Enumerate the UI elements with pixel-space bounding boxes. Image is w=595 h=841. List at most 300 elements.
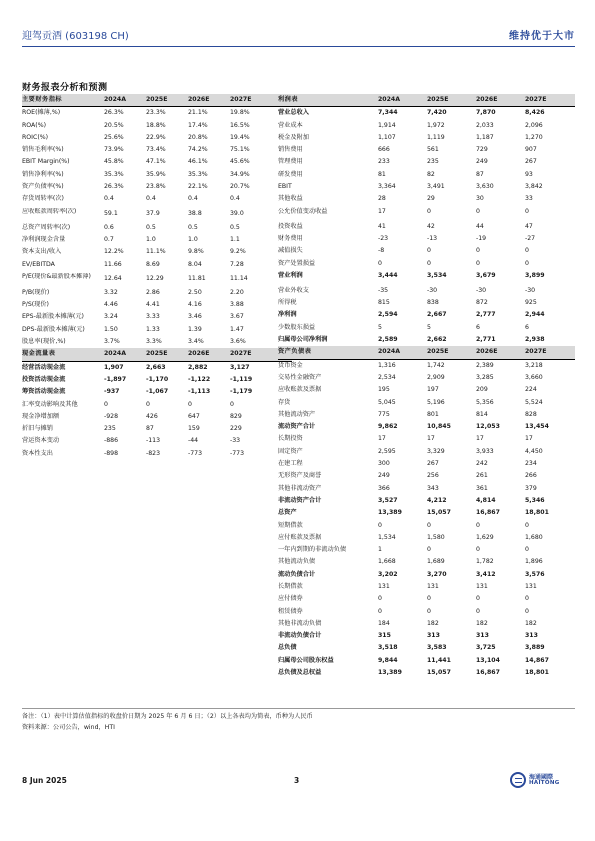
- cell-value: 0: [427, 607, 431, 615]
- cell-value: 0: [427, 207, 431, 215]
- row-label: 应付账款及票据: [278, 533, 322, 541]
- cell-value: 814: [476, 410, 488, 418]
- cell-value: 131: [525, 582, 537, 590]
- cell-value: 13,389: [378, 509, 402, 517]
- cell-value: 300: [378, 460, 390, 468]
- column-header: 2024A: [378, 348, 401, 356]
- cell-value: 666: [378, 146, 390, 154]
- table-row: [22, 181, 292, 193]
- cell-value: 131: [476, 582, 488, 590]
- table-row: [278, 397, 575, 409]
- cell-value: 10,845: [427, 423, 451, 431]
- cell-value: 313: [476, 632, 489, 640]
- table-row: [22, 234, 292, 246]
- table-row: [278, 156, 575, 168]
- table-row: [278, 107, 575, 119]
- cell-value: 3,725: [476, 644, 496, 652]
- row-label: 货币资金: [278, 361, 303, 369]
- table-row: [278, 667, 575, 679]
- cell-value: -23: [378, 234, 389, 242]
- cell-value: 801: [427, 410, 439, 418]
- cell-value: 3,630: [476, 183, 494, 191]
- cell-value: 2,096: [525, 121, 543, 129]
- table-row: [278, 297, 575, 309]
- cell-value: 233: [378, 158, 390, 166]
- table-row: [278, 206, 575, 221]
- cell-value: 93: [525, 170, 533, 178]
- cell-value: 0: [146, 400, 150, 408]
- table-row: [22, 374, 292, 386]
- cell-value: -1,897: [104, 375, 127, 383]
- cell-value: 6: [476, 323, 480, 331]
- cell-value: 1.0: [188, 235, 198, 243]
- cell-value: 3,534: [427, 271, 447, 279]
- cell-value: 29: [427, 195, 435, 203]
- row-label: 销售净利率(%): [22, 170, 64, 178]
- cell-value: 182: [525, 619, 537, 627]
- cell-value: 0: [104, 400, 108, 408]
- table-header-row: [22, 348, 292, 361]
- cell-value: 1,534: [378, 533, 396, 541]
- column-header: 2025E: [146, 350, 168, 358]
- cell-value: 0.4: [146, 195, 156, 203]
- cell-value: 0: [525, 521, 529, 529]
- row-label: EV/EBITDA: [22, 260, 55, 268]
- cell-value: 47: [525, 222, 533, 230]
- table-row: [278, 593, 575, 605]
- table-row: [278, 446, 575, 458]
- cell-value: 1,907: [104, 363, 124, 371]
- column-header: 2026E: [476, 348, 498, 356]
- cell-value: 925: [525, 299, 537, 307]
- cell-value: 1,668: [378, 558, 396, 566]
- cell-value: 22.9%: [146, 133, 166, 141]
- cell-value: 12.29: [146, 274, 164, 282]
- table-row: [22, 448, 292, 460]
- cell-value: 3,933: [476, 447, 494, 455]
- cell-value: -30: [476, 286, 487, 294]
- cell-value: -1,179: [230, 388, 253, 396]
- cell-value: 195: [378, 386, 390, 394]
- cell-value: 4.41: [146, 301, 160, 309]
- cell-value: 0: [427, 259, 431, 267]
- cell-value: 3,364: [378, 183, 396, 191]
- table-row: [278, 132, 575, 144]
- table-row: [278, 181, 575, 193]
- cell-value: 3,329: [427, 447, 445, 455]
- cell-value: 267: [427, 460, 439, 468]
- cell-value: 6: [525, 323, 529, 331]
- cell-value: 5,346: [525, 496, 545, 504]
- cell-value: 2,033: [476, 121, 494, 129]
- cell-value: 229: [230, 425, 242, 433]
- cell-value: 2,534: [378, 373, 396, 381]
- table-row: [278, 544, 575, 556]
- cell-value: 1,742: [427, 361, 445, 369]
- cell-value: 17: [525, 435, 533, 443]
- cell-value: 15,057: [427, 669, 451, 677]
- cell-value: 828: [525, 410, 537, 418]
- cell-value: 0: [525, 546, 529, 554]
- cell-value: 0: [525, 247, 529, 255]
- cell-value: 11.81: [188, 274, 206, 282]
- column-header: 2026E: [188, 350, 210, 358]
- cell-value: 838: [427, 299, 439, 307]
- row-label: 流动负债合计: [278, 570, 316, 578]
- cell-value: 16,867: [476, 509, 500, 517]
- cell-value: 0: [188, 400, 192, 408]
- row-label: EBIT Margin(%): [22, 158, 70, 166]
- row-label: 存货周转率(次): [22, 195, 64, 203]
- row-label: 非流动资产合计: [278, 496, 322, 504]
- rating-label: 维持优于大市: [509, 31, 575, 42]
- table-row: [278, 618, 575, 630]
- cell-value: 0: [525, 207, 529, 215]
- table-row: [278, 421, 575, 433]
- table-section-title: 主要财务指标: [22, 96, 63, 103]
- cell-value: 7.28: [230, 260, 244, 268]
- table-row: [278, 372, 575, 384]
- cell-value: 11.1%: [146, 248, 166, 256]
- row-label: 资本性支出: [22, 449, 53, 457]
- table-row: [22, 362, 292, 374]
- cell-value: 47.1%: [146, 158, 166, 166]
- column-header: 2027E: [525, 96, 547, 103]
- cell-value: 0: [378, 595, 382, 603]
- cell-value: 26.3%: [104, 183, 124, 191]
- cell-value: -928: [104, 412, 119, 420]
- cell-value: 242: [476, 460, 488, 468]
- row-label: 固定资产: [278, 447, 303, 455]
- row-label: 投资活动现金流: [22, 375, 66, 383]
- row-label: 少数股东损益: [278, 323, 316, 331]
- table-row: [278, 221, 575, 233]
- cell-value: 235: [104, 425, 116, 433]
- row-label: 在建工程: [278, 460, 303, 468]
- row-label: ROIC(%): [22, 133, 49, 141]
- cell-value: 2,663: [146, 363, 166, 371]
- cell-value: 182: [476, 619, 488, 627]
- cell-value: 20.8%: [188, 133, 208, 141]
- cell-value: 9,862: [378, 423, 398, 431]
- cell-value: -27: [525, 234, 536, 242]
- cell-value: 184: [378, 619, 390, 627]
- cell-value: 3.6%: [230, 338, 246, 346]
- column-header: 2026E: [476, 96, 498, 103]
- table-row: [278, 233, 575, 245]
- row-label: 应收账款周转率(次): [22, 207, 77, 215]
- row-label: 折旧与摊销: [22, 425, 53, 433]
- row-label: 总负债: [278, 644, 297, 652]
- cell-value: 0: [378, 259, 382, 267]
- cell-value: 131: [378, 582, 390, 590]
- table-row: [278, 360, 575, 372]
- cell-value: 73.4%: [146, 146, 166, 154]
- cell-value: 3.3%: [146, 338, 162, 346]
- table-section-title: 资产负债表: [278, 348, 312, 356]
- table-row: [22, 411, 292, 423]
- cell-value: 5,356: [476, 398, 494, 406]
- cell-value: 775: [378, 410, 390, 418]
- row-label: 经营活动现金流: [22, 363, 66, 371]
- cell-value: 0: [476, 546, 480, 554]
- cell-value: 3,127: [230, 363, 250, 371]
- cell-value: 14,867: [525, 656, 549, 664]
- cell-value: -937: [104, 388, 120, 396]
- logo-text-cn: 海通國際: [529, 774, 554, 781]
- cell-value: 0.4: [188, 195, 198, 203]
- cell-value: 1,107: [378, 133, 396, 141]
- table-row: [22, 206, 292, 222]
- column-header: 2027E: [525, 348, 547, 356]
- column-header: 2026E: [188, 96, 210, 103]
- cell-value: 2,594: [378, 311, 398, 319]
- row-label: 总资产: [278, 509, 297, 517]
- cell-value: 729: [476, 146, 488, 154]
- cell-value: 22.1%: [188, 183, 208, 191]
- cell-value: -1,067: [146, 388, 169, 396]
- row-label: P/B(现价): [22, 288, 50, 296]
- table-row: [278, 120, 575, 132]
- cell-value: 0: [525, 595, 529, 603]
- cell-value: 73.9%: [104, 146, 124, 154]
- table-row: [22, 435, 292, 447]
- cell-value: 35.9%: [146, 170, 166, 178]
- cell-value: 5,524: [525, 398, 543, 406]
- cell-value: 0.4: [104, 195, 114, 203]
- table-row: [278, 507, 575, 519]
- cell-value: 261: [476, 472, 488, 480]
- row-label: 筹资活动现金流: [22, 388, 66, 396]
- cell-value: 17: [427, 435, 435, 443]
- row-label: 归属母公司股东权益: [278, 656, 334, 664]
- table-row: [278, 309, 575, 321]
- cell-value: 3,412: [476, 570, 496, 578]
- cell-value: 2.86: [146, 288, 160, 296]
- table-row: [278, 630, 575, 642]
- cell-value: 8,426: [525, 109, 545, 117]
- cell-value: 12,053: [476, 423, 500, 431]
- cell-value: 0: [230, 400, 234, 408]
- cell-value: 5,196: [427, 398, 445, 406]
- cell-value: 35.3%: [104, 170, 124, 178]
- cell-value: 3.4%: [188, 338, 204, 346]
- cell-value: 13,389: [378, 669, 402, 677]
- cell-value: 0: [525, 259, 529, 267]
- cell-value: 46.1%: [188, 158, 208, 166]
- table-row: [278, 245, 575, 257]
- cell-value: 1,972: [427, 121, 445, 129]
- cell-value: 75.1%: [230, 146, 250, 154]
- table-row: [22, 423, 292, 435]
- table-row: [22, 246, 292, 258]
- row-label: 其他流动资产: [278, 410, 316, 418]
- table-row: [278, 384, 575, 396]
- table-row: [22, 299, 292, 311]
- column-header: 2027E: [230, 96, 252, 103]
- cell-value: 209: [476, 386, 488, 394]
- row-label: 销售毛利率(%): [22, 146, 64, 154]
- cell-value: 1.33: [146, 325, 160, 333]
- cell-value: 2,777: [476, 311, 496, 319]
- cell-value: 266: [525, 472, 537, 480]
- table-row: [22, 169, 292, 181]
- cell-value: 4,814: [476, 496, 496, 504]
- cell-value: 1,896: [525, 558, 543, 566]
- table-row: [22, 144, 292, 156]
- cell-value: 0: [476, 259, 480, 267]
- cell-value: 3,218: [525, 361, 543, 369]
- table-header-row: [278, 94, 575, 107]
- cell-value: 7,420: [427, 109, 447, 117]
- cell-value: 0: [378, 521, 382, 529]
- cell-value: 12.64: [104, 274, 122, 282]
- cell-value: -823: [146, 449, 161, 457]
- cell-value: 2,589: [378, 336, 398, 344]
- cell-value: 74.2%: [188, 146, 208, 154]
- cell-value: 16,867: [476, 669, 500, 677]
- cell-value: 37.9: [146, 209, 160, 217]
- cell-value: -19: [476, 234, 487, 242]
- row-label: 资产负债率(%): [22, 183, 64, 191]
- cell-value: 2,938: [525, 336, 545, 344]
- row-label: 存货: [278, 398, 291, 406]
- table-row: [278, 193, 575, 205]
- cell-value: 2,389: [476, 361, 494, 369]
- cell-value: 17: [476, 435, 484, 443]
- row-label: 租赁债券: [278, 607, 303, 615]
- cell-value: 5: [427, 323, 431, 331]
- row-label: 总负债及总权益: [278, 669, 322, 677]
- row-label: 总资产周转率(次): [22, 223, 71, 231]
- cell-value: 313: [427, 632, 440, 640]
- table-row: [22, 271, 292, 287]
- row-label: 长期借款: [278, 582, 303, 590]
- table-row: [278, 520, 575, 532]
- cell-value: 0.7: [104, 235, 114, 243]
- row-label: 营业外收支: [278, 286, 309, 294]
- cell-value: 131: [427, 582, 439, 590]
- cell-value: 1.47: [230, 325, 244, 333]
- row-label: 长期投资: [278, 435, 303, 443]
- cell-value: 0: [427, 595, 431, 603]
- cell-value: 41: [378, 222, 386, 230]
- right-table-column: [278, 94, 575, 679]
- cell-value: 59.1: [104, 209, 118, 217]
- table-section-title: 现金流量表: [22, 350, 56, 358]
- table-row: [278, 556, 575, 568]
- row-label: 销售费用: [278, 146, 303, 154]
- cell-value: 3,202: [378, 570, 398, 578]
- cell-value: 3,491: [427, 183, 445, 191]
- table-row: [22, 287, 292, 299]
- table-row: [278, 483, 575, 495]
- row-label: 净利润现金含量: [22, 235, 66, 243]
- row-label: 交易性金融资产: [278, 373, 322, 381]
- left-table-column: [22, 94, 292, 460]
- cell-value: -1,170: [146, 375, 169, 383]
- cell-value: 19.4%: [230, 133, 250, 141]
- table-row: [278, 569, 575, 581]
- cell-value: -1,119: [230, 375, 253, 383]
- cell-value: 9.8%: [188, 248, 204, 256]
- column-header: 2024A: [104, 350, 127, 358]
- row-label: EPS-最新股本摊薄(元): [22, 313, 84, 321]
- cell-value: 249: [476, 158, 488, 166]
- cell-value: 9,844: [378, 656, 398, 664]
- cell-value: 249: [378, 472, 390, 480]
- cell-value: 3,889: [525, 644, 545, 652]
- cell-value: -30: [427, 286, 438, 294]
- cell-value: 45.6%: [230, 158, 250, 166]
- cell-value: -898: [104, 449, 119, 457]
- cell-value: 21.1%: [188, 109, 208, 117]
- cell-value: 45.8%: [104, 158, 124, 166]
- cell-value: 2,944: [525, 311, 545, 319]
- cell-value: 0.4: [230, 195, 240, 203]
- cell-value: 829: [230, 412, 242, 420]
- cell-value: 82: [427, 170, 435, 178]
- cell-value: 182: [427, 619, 439, 627]
- cell-value: -44: [188, 437, 199, 445]
- table-row: [278, 470, 575, 482]
- cell-value: 0: [525, 607, 529, 615]
- cell-value: 313: [525, 632, 538, 640]
- row-label: 营业成本: [278, 121, 303, 129]
- table-row: [22, 324, 292, 336]
- cell-value: 15,057: [427, 509, 451, 517]
- cell-value: -30: [525, 286, 536, 294]
- cell-value: 872: [476, 299, 488, 307]
- cell-value: 197: [427, 386, 439, 394]
- table-row: [22, 386, 292, 398]
- table-row: [278, 144, 575, 156]
- cell-value: 19.8%: [230, 109, 250, 117]
- table-row: [278, 258, 575, 270]
- row-label: 其他非流动负债: [278, 619, 322, 627]
- cell-value: 3.24: [104, 313, 118, 321]
- cell-value: 3,899: [525, 271, 545, 279]
- notes-remark: 备注：（1）表中计算估值指标的收盘价日期为 2025 年 6 月 6 日；（2）以上各表均为简表，币种为人民币: [22, 713, 313, 720]
- cell-value: 0: [476, 207, 480, 215]
- cell-value: 23.8%: [146, 183, 166, 191]
- row-label: P/S(现价): [22, 301, 49, 309]
- table-row: [22, 132, 292, 144]
- cell-value: 2,771: [476, 336, 496, 344]
- cell-value: 315: [378, 632, 391, 640]
- column-header: 2025E: [146, 96, 168, 103]
- row-label: 现金净增加额: [22, 412, 60, 420]
- cell-value: 0.5: [230, 223, 240, 231]
- cell-value: 3,444: [378, 271, 398, 279]
- table-row: [278, 581, 575, 593]
- cell-value: 8.69: [146, 260, 160, 268]
- table-row: [278, 495, 575, 507]
- row-label: 营业利润: [278, 271, 303, 279]
- cell-value: 256: [427, 472, 439, 480]
- row-label: 应付债券: [278, 595, 303, 603]
- cell-value: 343: [427, 484, 439, 492]
- cell-value: 1.0: [146, 235, 156, 243]
- cell-value: 159: [188, 425, 200, 433]
- table-row: [22, 107, 292, 119]
- column-header: 2027E: [230, 350, 252, 358]
- cell-value: 39.0: [230, 209, 244, 217]
- cell-value: 4.46: [104, 301, 118, 309]
- table-row: [278, 409, 575, 421]
- column-header: 2025E: [427, 96, 449, 103]
- cell-value: 4,450: [525, 447, 543, 455]
